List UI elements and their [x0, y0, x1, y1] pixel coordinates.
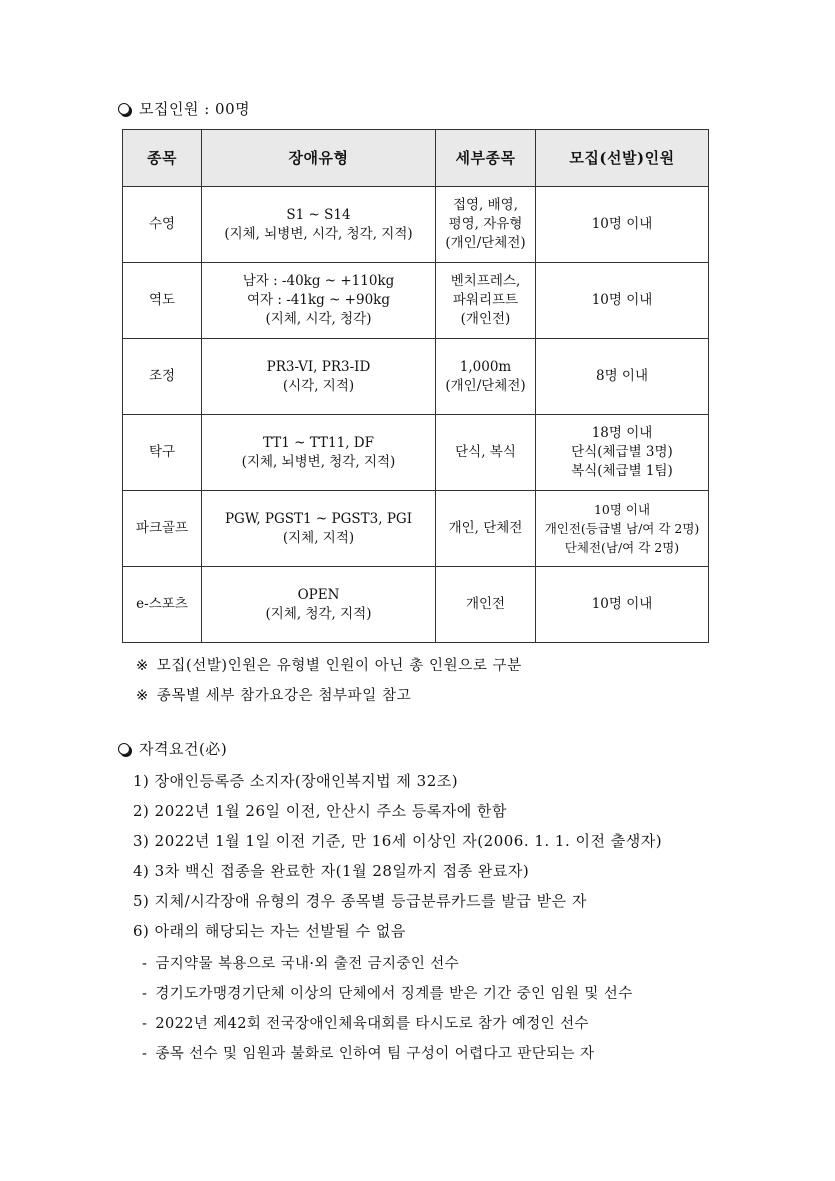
sub-list-item	[142, 952, 459, 973]
disability-cell: PGW, PGST1 ~ PGST3, PGI (지체, 지적)	[202, 491, 436, 567]
note-item	[136, 654, 522, 675]
column-header-quota: 모집(선발)인원	[536, 130, 709, 187]
quota-cell: 10명 이내 개인전(등급별 남/여 각 2명) 단체전(남/여 각 2명)	[536, 491, 709, 567]
quota-cell: 10명 이내	[536, 567, 709, 643]
sport-cell: e-스포츠	[123, 567, 202, 643]
dash-bullet: -	[142, 1016, 148, 1032]
disability-cell: OPEN (지체, 청각, 지적)	[202, 567, 436, 643]
list-item: 4) 3차 백신 접종을 완료한 자(1월 28일까지 접종 완료자)	[133, 862, 530, 880]
list-item: 3) 2022년 1월 1일 이전 기준, 만 16세 이상인 자(2006. 1. 1. 이전 출생자)	[133, 832, 663, 850]
sub-item-text: 경기도가맹경기단체 이상의 단체에서 징계를 받은 기간 중인 임원 및 선수	[155, 986, 633, 1002]
events-cell: 접영, 배영, 평영, 자유형 (개인/단체전)	[436, 187, 536, 263]
sport-cell: 파크골프	[123, 491, 202, 567]
recruitment-table	[122, 129, 709, 643]
quota-cell: 8명 이내	[536, 339, 709, 415]
column-header-disability: 장애유형	[202, 130, 436, 187]
events-cell: 개인전	[436, 567, 536, 643]
table-row	[123, 187, 709, 263]
sport-cell: 조정	[123, 339, 202, 415]
sub-list-item	[142, 1012, 589, 1033]
table-row	[123, 339, 709, 415]
events-cell: 벤치프레스, 파워리프트 (개인전)	[436, 263, 536, 339]
note-item	[136, 684, 411, 705]
disability-cell: TT1 ~ TT11, DF (지체, 뇌병변, 청각, 지적)	[202, 415, 436, 491]
disability-cell: 남자 : -40kg ~ +110kg 여자 : -41kg ~ +90kg (지체, 시각, 청각)	[202, 263, 436, 339]
note-text: 종목별 세부 참가요강은 첨부파일 참고	[156, 688, 412, 704]
events-cell: 개인, 단체전	[436, 491, 536, 567]
list-item: 6) 아래의 해당되는 자는 선발될 수 없음	[133, 922, 406, 940]
circle-bullet-icon	[118, 103, 130, 115]
sub-item-text: 2022년 제42회 전국장애인체육대회를 타시도로 참가 예정인 선수	[155, 1016, 589, 1032]
list-item: 5) 지체/시각장애 유형의 경우 종목별 등급분류카드를 발급 받은 자	[133, 892, 587, 910]
sport-cell: 탁구	[123, 415, 202, 491]
table-row	[123, 415, 709, 491]
sub-item-text: 종목 선수 및 임원과 불화로 인하여 팀 구성이 어렵다고 판단되는 자	[155, 1046, 595, 1062]
column-header-events: 세부종목	[436, 130, 536, 187]
sub-item-text: 금지약물 복용으로 국내·외 출전 금지중인 선수	[155, 956, 460, 972]
quota-cell: 10명 이내	[536, 187, 709, 263]
quota-cell: 18명 이내 단식(체급별 3명) 복식(체급별 1팀)	[536, 415, 709, 491]
table-row	[123, 263, 709, 339]
dash-bullet: -	[142, 956, 148, 972]
events-cell: 단식, 복식	[436, 415, 536, 491]
reference-mark: ※	[136, 658, 149, 674]
sport-cell: 역도	[123, 263, 202, 339]
reference-mark: ※	[136, 688, 149, 704]
list-item: 2) 2022년 1월 26일 이전, 안산시 주소 등록자에 한함	[133, 802, 507, 820]
recruitment-heading-text: 모집인원 : 00명	[139, 100, 251, 118]
qualification-heading	[118, 738, 227, 759]
column-header-sport: 종목	[123, 130, 202, 187]
circle-bullet-icon	[118, 743, 130, 755]
sub-list-item	[142, 982, 633, 1003]
disability-cell: S1 ~ S14 (지체, 뇌병변, 시각, 청각, 지적)	[202, 187, 436, 263]
quota-cell: 10명 이내	[536, 263, 709, 339]
dash-bullet: -	[142, 1046, 148, 1062]
disability-cell: PR3-VI, PR3-ID (시각, 지적)	[202, 339, 436, 415]
table-header-row	[123, 130, 709, 187]
qualification-heading-text: 자격요건(必)	[139, 740, 228, 758]
list-item: 1) 장애인등록증 소지자(장애인복지법 제 32조)	[133, 772, 459, 790]
table-row	[123, 491, 709, 567]
table-row	[123, 567, 709, 643]
sport-cell: 수영	[123, 187, 202, 263]
events-cell: 1,000m (개인/단체전)	[436, 339, 536, 415]
recruitment-heading	[118, 98, 250, 119]
note-text: 모집(선발)인원은 유형별 인원이 아닌 총 인원으로 구분	[156, 658, 522, 674]
dash-bullet: -	[142, 986, 148, 1002]
sub-list-item	[142, 1042, 594, 1063]
